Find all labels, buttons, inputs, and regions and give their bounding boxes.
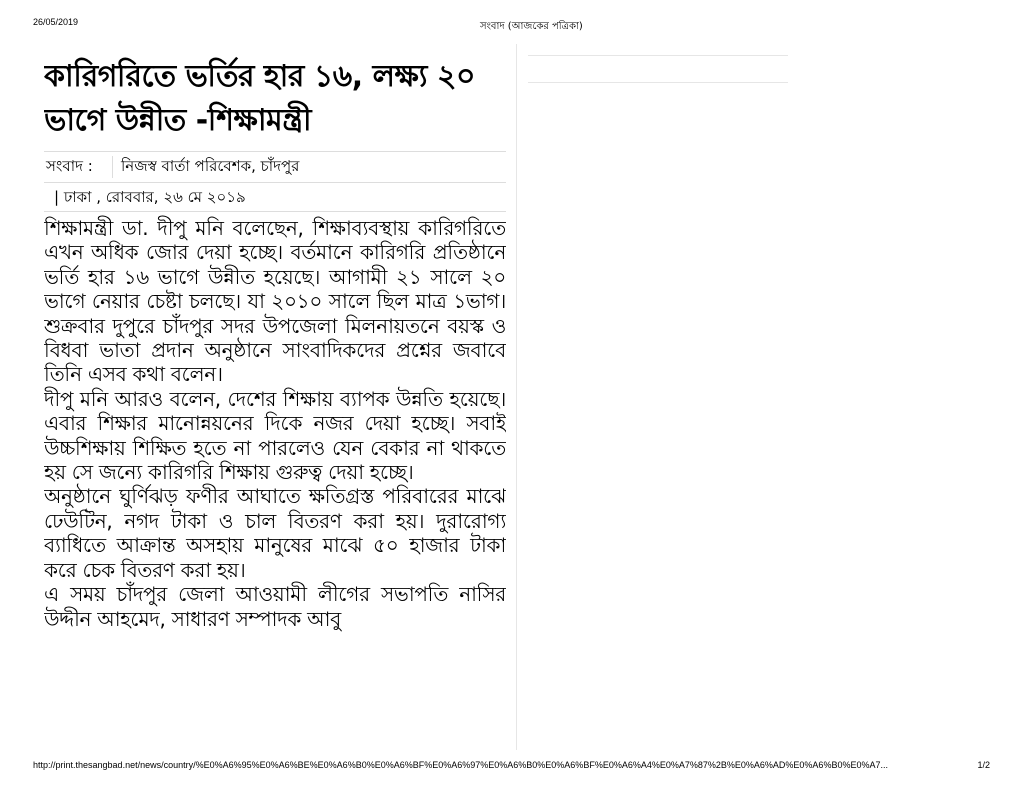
- article-body: [44, 216, 506, 631]
- print-date: 26/05/2019: [33, 17, 79, 27]
- article-paragraph: অনুষ্ঠানে ঘুর্ণিঝড় ফণীর আঘাতে ক্ষতিগ্রস্ত পরিবারের মাঝে ঢেউটিন, নগদ টাকা ও চাল বিতরণ করা হয়। দুরারোগ্য ব্যাধিতে আক্রান্ত অসহায় মানুষের মাঝে ৫০ হাজার টাকা করে চেক বিতরণ করা হয়।: [44, 484, 506, 582]
- article: [44, 55, 506, 748]
- sidebar-rule: [528, 55, 788, 56]
- sidebar-rule: [528, 82, 788, 83]
- byline-divider: [112, 156, 113, 178]
- byline-label: সংবাদ :: [46, 156, 93, 175]
- article-paragraph: এ সময় চাঁদপুর জেলা আওয়ামী লীগের সভাপতি নাসির উদ্দীন আহমেদ, সাধারণ সম্পাদক আবু: [44, 582, 506, 631]
- byline: নিজস্ব বার্তা পরিবেশক, চাঁদপুর: [121, 156, 300, 175]
- article-paragraph: দীপু মনি আরও বলেন, দেশের শিক্ষায় ব্যাপক উন্নতি হয়েছে। এবার শিক্ষার মানোন্নয়নের দিকে নজর দেয়া হচ্ছে। সবাই উচ্চশিক্ষায় শিক্ষিত হতে না পারলেও যেন বেকার না থাকতে হয় সে জন্যে কারিগরি শিক্ষায় গুরুত্ব দেয়া হচ্ছে।: [44, 386, 506, 485]
- print-page-title: সংবাদ (আজকের পত্রিকা): [480, 21, 583, 32]
- article-headline: কারিগরিতে ভর্তির হার ১৬, লক্ষ্য ২০ ভাগে উন্নীত -শিক্ষামন্ত্রী: [44, 59, 475, 138]
- article-paragraph: শিক্ষামন্ত্রী ডা. দীপু মনি বলেছেন, শিক্ষাব্যবস্থায় কারিগরিতে এখন অধিক জোর দেয়া হচ্ছে। বর্তমানে কারিগরি প্রতিষ্ঠানে ভর্তি হার ১৬ ভাগে উন্নীত হয়েছে। আগামী ২১ সালে ২০ ভাগে নেয়ার চেষ্টা চলছে। যা ২০১০ সালে ছিল মাত্র ১ভাগ। শুক্রবার দুপুরে চাঁদপুর সদর উপজেলা মিলনায়তনে বয়স্ক ও বিধবা ভাতা প্রদান অনুষ্ঠানে সাংবাদিকদের প্রশ্নের জবাবে তিনি এসব কথা বলেন।: [44, 216, 506, 387]
- print-url: http://print.thesangbad.net/news/country/%E0%A6%95%E0%A6%BE%E0%A6%B0%E0%A6%BF%E0%A6%97%E0%A6%B0%E0%A6%BF%E0%A6%A4%E0%A7%87%2B%E0%A6%AD%E0%A6%B0%E0%A7...: [33, 760, 888, 770]
- byline-row: [44, 151, 506, 183]
- column-divider: [516, 44, 517, 750]
- dateline: | ঢাকা , রোববার, ২৬ মে ২০১৯: [44, 183, 506, 212]
- page-number: 1/2: [977, 760, 990, 770]
